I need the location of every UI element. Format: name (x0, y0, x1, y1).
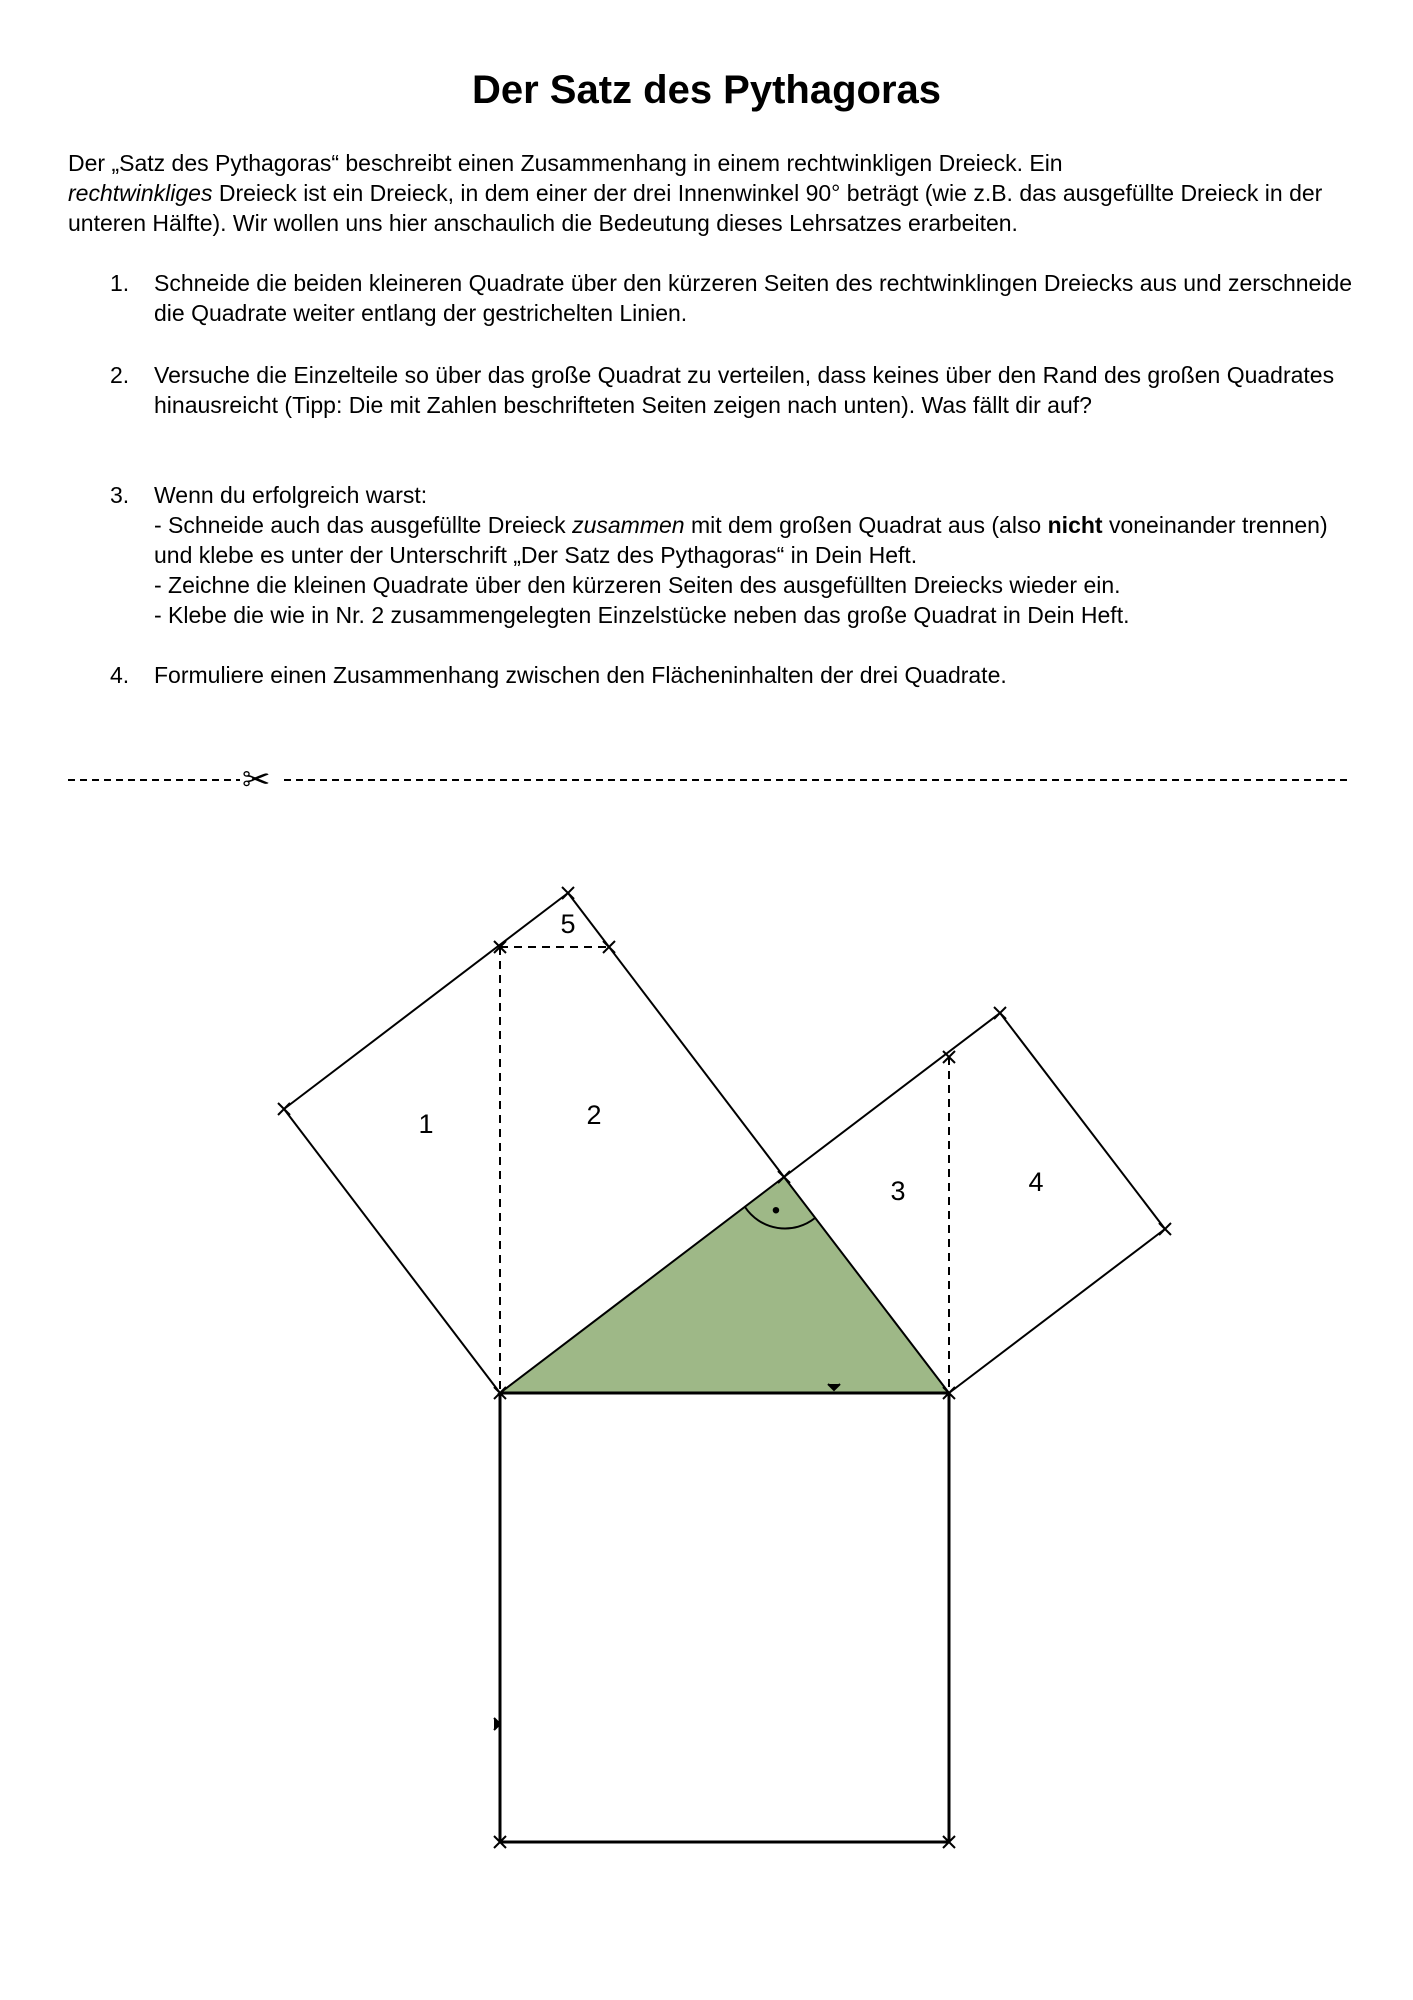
piece-label-3: 3 (890, 1176, 906, 1206)
piece-label-4: 4 (1028, 1167, 1044, 1197)
intro-text-1: Der „Satz des Pythagoras“ beschreibt einen Zusammenhang in einem rechtwinkligen Dreieck. Ein (68, 150, 1063, 176)
task-line: - Schneide auch das ausgefüllte Dreieck (154, 512, 573, 538)
tick-mark (562, 887, 574, 899)
tick-mark (994, 1007, 1006, 1019)
task-line: voneinander trennen) und klebe es unter der Unterschrift „Der Satz des Pythagoras“ in Dein Heft. (154, 512, 1328, 568)
tick-mark (1159, 1223, 1171, 1235)
task-number: 2. (110, 362, 130, 388)
left-square-edge (568, 893, 784, 1177)
right-square-edge (784, 1013, 1000, 1177)
task-text: Versuche die Einzelteile so über das große Quadrat zu verteilen, dass keines über den Rand des großen Quadrates hinausreicht (Tipp: Die mit Zahlen beschrifteten Seiten zeigen nach unten). Was fällt dir auf? (154, 362, 1335, 418)
task-item-4 (68, 660, 1007, 690)
task-intro: Wenn du erfolgreich warst: (154, 482, 428, 508)
right-angle-dot: • (771, 1197, 781, 1224)
task-number: 4. (110, 662, 130, 688)
task-item-3 (68, 480, 1353, 630)
pythagoras-figure (0, 860, 1413, 1880)
right-triangle (500, 1177, 949, 1393)
task-strong: nicht (1047, 512, 1103, 538)
tick-mark (278, 1103, 290, 1115)
task-text: Schneide die beiden kleineren Quadrate über den kürzeren Seiten des rechtwinklingen Dreiecks aus und zerschneide die Quadrate weiter entlang der gestrichelten Linien. (154, 270, 1353, 326)
task-item-2 (68, 360, 1353, 420)
left-square-edge (284, 893, 568, 1109)
page-title: Der Satz des Pythagoras (471, 68, 942, 112)
left-square-edge (284, 1109, 500, 1393)
piece-label-1: 1 (418, 1109, 434, 1139)
intro-paragraph (68, 148, 1353, 238)
right-square-edge (949, 1229, 1165, 1393)
task-emphasis: zusammen (572, 512, 685, 538)
intro-emphasis: rechtwinkliges (68, 180, 213, 206)
task-line: mit dem großen Quadrat aus (also (684, 512, 1048, 538)
task-item-1 (68, 268, 1353, 328)
piece-label-5: 5 (560, 909, 576, 939)
task-number: 1. (110, 270, 130, 296)
scissors-icon: ✂ (242, 760, 271, 800)
piece-label-2: 2 (586, 1100, 602, 1130)
task-number: 3. (110, 482, 130, 508)
right-square-edge (1000, 1013, 1165, 1229)
task-line: - Zeichne die kleinen Quadrate über den kürzeren Seiten des ausgefüllten Dreiecks wieder ein. (154, 572, 1121, 598)
intro-text-2: Dreieck ist ein Dreieck, in dem einer der drei Innenwinkel 90° beträgt (wie z.B. das ausgefüllte Dreieck in der unteren Hälfte). Wir wollen uns hier anschaulich die Bedeutung dieses Lehrsatzes erarbeiten. (68, 180, 1323, 236)
cut-line (0, 750, 1413, 810)
task-text: Formuliere einen Zusammenhang zwischen den Flächeninhalten der drei Quadrate. (154, 662, 1007, 688)
task-line: - Klebe die wie in Nr. 2 zusammengelegten Einzelstücke neben das große Quadrat in Dein Heft. (154, 602, 1130, 628)
large-square (500, 1393, 949, 1842)
